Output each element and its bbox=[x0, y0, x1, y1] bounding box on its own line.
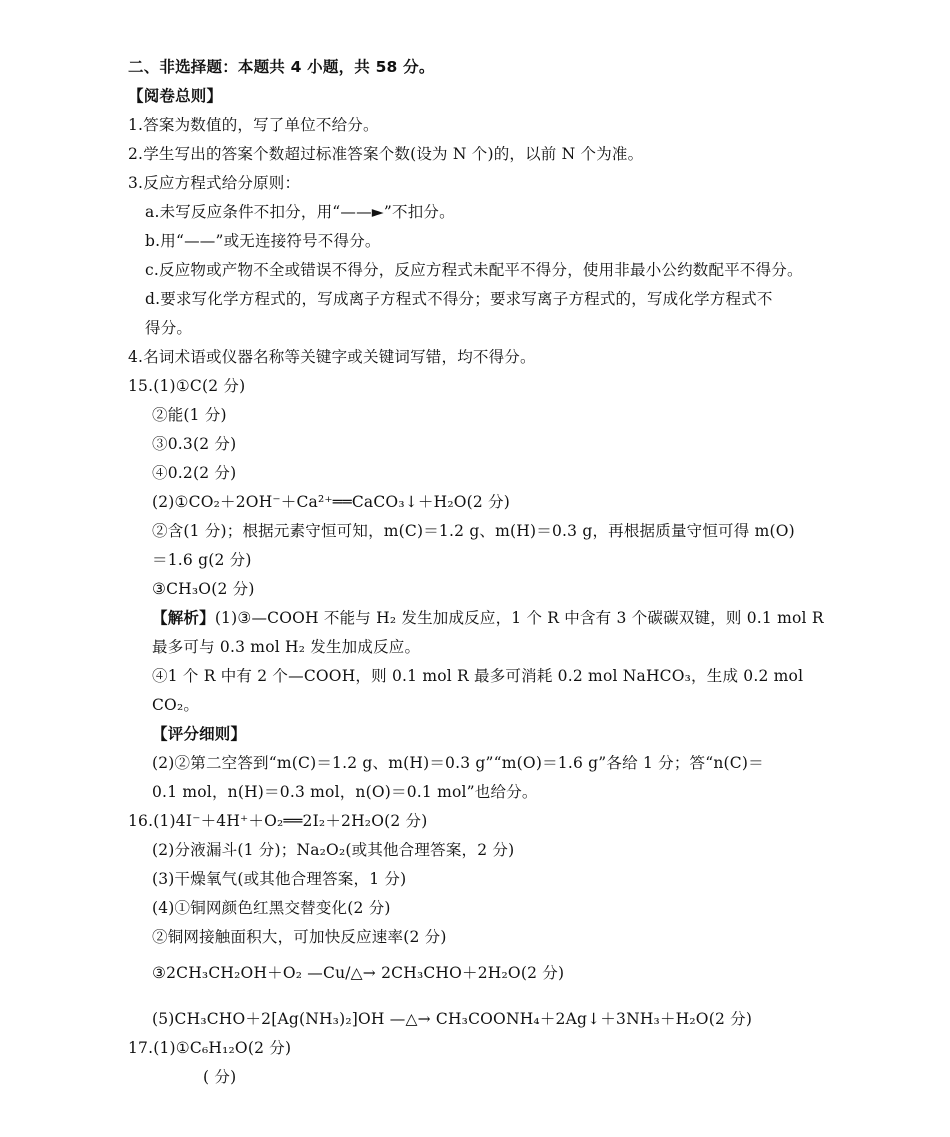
q16-answer-5: (5)CH₃CHO＋2[Ag(NH₃)₂]OH —△→ CH₃COONH₄＋2Ag↓＋3NH₃＋H₂O(2 分) bbox=[152, 1010, 753, 1028]
rule-4: 4.名词术语或仪器名称等关键字或关键词写错，均不得分。 bbox=[128, 348, 536, 366]
rule-3a: a.未写反应条件不扣分，用“——►”不扣分。 bbox=[145, 203, 455, 221]
q16-answer-4-1: (4)①铜网颜色红黑交替变化(2 分) bbox=[152, 899, 391, 917]
rule-3d-line2: 得分。 bbox=[145, 319, 193, 337]
q16-answer-1: 16.(1)4I⁻＋4H⁺＋O₂══2I₂＋2H₂O(2 分) bbox=[128, 812, 428, 830]
q17-answer-1: 17.(1)①C₆H₁₂O(2 分) bbox=[128, 1039, 292, 1057]
q16-answer-4-3: ③2CH₃CH₂OH＋O₂ —Cu/△→ 2CH₃CHO＋2H₂O(2 分) bbox=[152, 964, 565, 982]
q17-answer-2: ( 分) bbox=[203, 1068, 237, 1086]
q16-answer-2: (2)分液漏斗(1 分)；Na₂O₂(或其他合理答案，2 分) bbox=[152, 841, 515, 859]
rule-3d-line1: d.要求写化学方程式的，写成离子方程式不得分；要求写离子方程式的，写成化学方程式不 bbox=[145, 290, 773, 308]
q15-scoring-heading: 【评分细则】 bbox=[152, 725, 247, 743]
rule-3b: b.用“——”或无连接符号不得分。 bbox=[145, 232, 381, 250]
q15-scoring-line2: 0.1 mol，n(H)＝0.3 mol，n(O)＝0.1 mol”也给分。 bbox=[152, 783, 538, 801]
q15-analysis-line2: 最多可与 0.3 mol H₂ 发生加成反应。 bbox=[152, 638, 421, 656]
q15-answer-1-1: 15.(1)①C(2 分) bbox=[128, 377, 246, 395]
q15-answer-2-2-line2: ＝1.6 g(2 分) bbox=[152, 551, 252, 569]
analysis-text-1: (1)③—COOH 不能与 H₂ 发生加成反应，1 个 R 中含有 3 个碳碳双键，则 0.1 mol R bbox=[214, 609, 824, 627]
q15-analysis-line1 bbox=[152, 607, 824, 629]
q15-answer-2-1: (2)①CO₂＋2OH⁻＋Ca²⁺══CaCO₃↓＋H₂O(2 分) bbox=[152, 493, 511, 511]
section-title: 二、非选择题：本题共 4 小题，共 58 分。 bbox=[128, 58, 435, 76]
general-rules-heading: 【阅卷总则】 bbox=[128, 87, 223, 105]
rule-2: 2.学生写出的答案个数超过标准答案个数(设为 N 个)的，以前 N 个为准。 bbox=[128, 145, 644, 163]
q15-answer-1-4: ④0.2(2 分) bbox=[152, 464, 237, 482]
q15-analysis-line4: CO₂。 bbox=[152, 696, 200, 714]
q15-answer-2-2-line1: ②含(1 分)；根据元素守恒可知，m(C)＝1.2 g、m(H)＝0.3 g，再根据质量守恒可得 m(O) bbox=[152, 522, 795, 540]
q15-answer-2-3: ③CH₃O(2 分) bbox=[152, 580, 255, 598]
q16-answer-3: (3)干燥氧气(或其他合理答案，1 分) bbox=[152, 870, 407, 888]
rule-3c: c.反应物或产物不全或错误不得分，反应方程式未配平不得分，使用非最小公约数配平不得分。 bbox=[145, 261, 803, 279]
rule-1: 1.答案为数值的，写了单位不给分。 bbox=[128, 116, 379, 134]
q15-scoring-line1: (2)②第二空答到“m(C)＝1.2 g、m(H)＝0.3 g”“m(O)＝1.6 g”各给 1 分；答“n(C)＝ bbox=[152, 754, 764, 772]
q15-analysis-line3: ④1 个 R 中有 2 个—COOH，则 0.1 mol R 最多可消耗 0.2 mol NaHCO₃，生成 0.2 mol bbox=[152, 667, 804, 685]
rule-3: 3.反应方程式给分原则： bbox=[128, 174, 301, 192]
q15-answer-1-2: ②能(1 分) bbox=[152, 406, 227, 424]
analysis-label: 【解析】 bbox=[152, 609, 215, 627]
q15-answer-1-3: ③0.3(2 分) bbox=[152, 435, 237, 453]
q16-answer-4-2: ②铜网接触面积大，可加快反应速率(2 分) bbox=[152, 928, 447, 946]
